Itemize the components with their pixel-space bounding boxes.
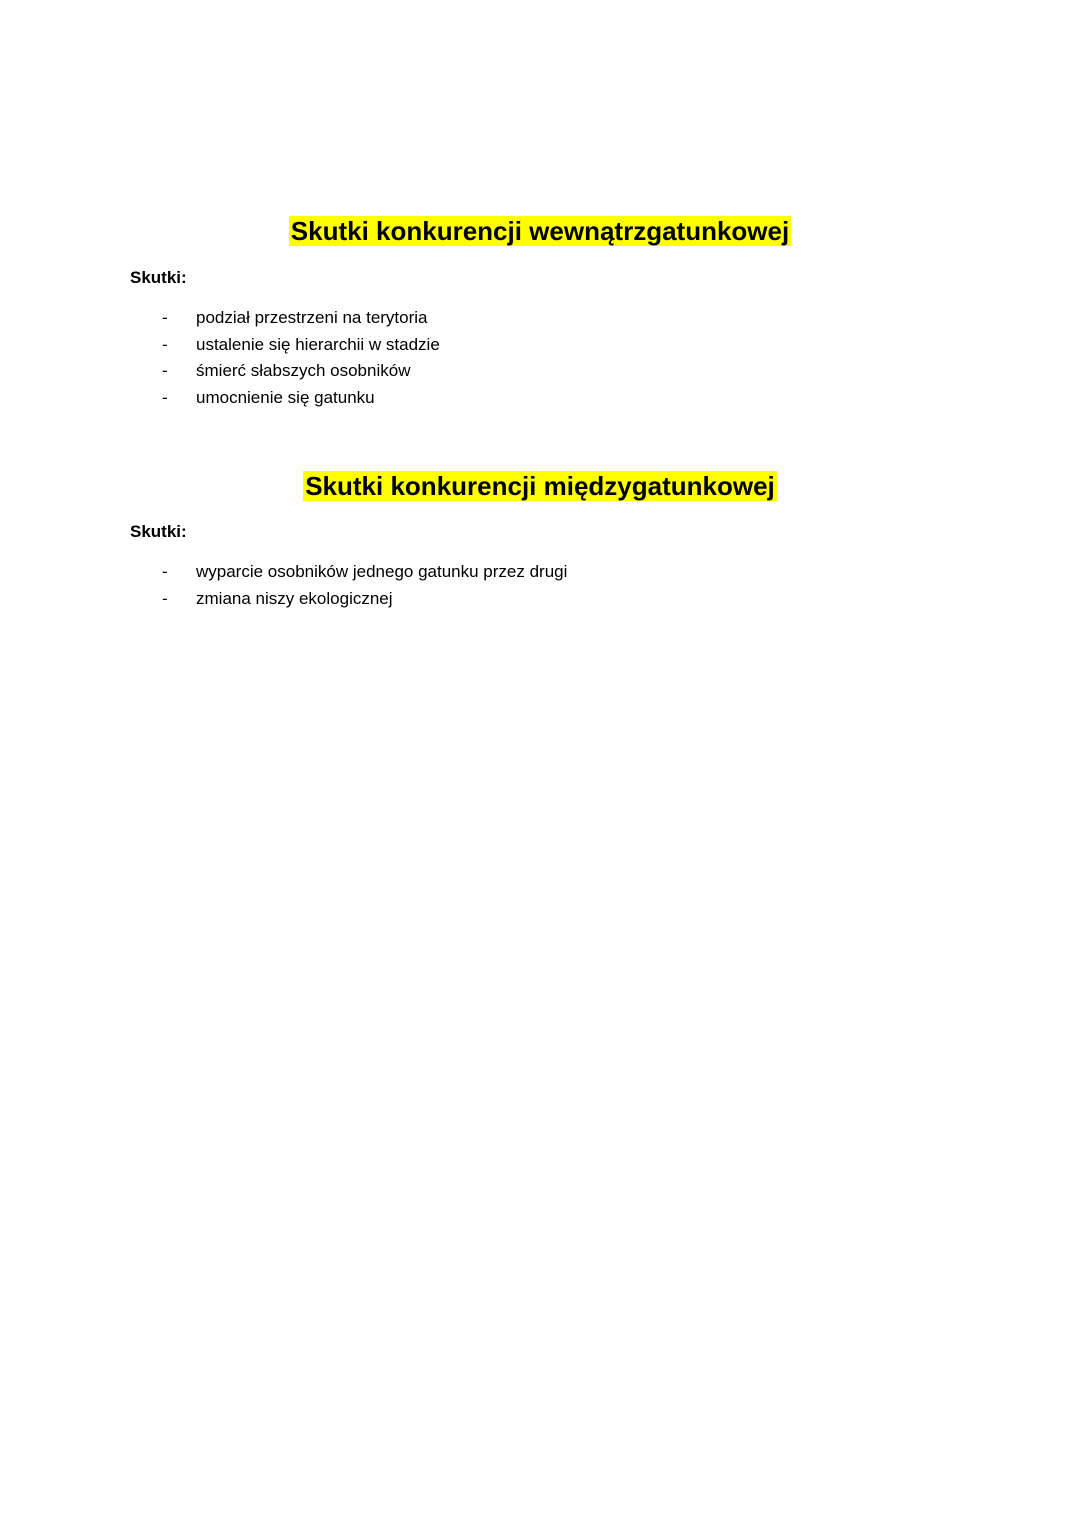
list-item-text: ustalenie się hierarchii w stadzie bbox=[196, 334, 440, 354]
bullet-dash: - bbox=[162, 308, 168, 327]
list-item-text: śmierć słabszych osobników bbox=[196, 361, 411, 380]
heading-highlight: Skutki konkurencji wewnątrzgatunkowej bbox=[290, 216, 790, 246]
section-label-intraspecific: Skutki: bbox=[130, 268, 187, 287]
section-label-interspecific: Skutki: bbox=[130, 522, 187, 541]
heading-highlight: Skutki konkurencji międzygatunkowej bbox=[305, 471, 775, 501]
list-item-text: wyparcie osobników jednego gatunku przez drugi bbox=[196, 562, 568, 581]
bullet-dash: - bbox=[162, 387, 168, 407]
list-item-text: podział przestrzeni na terytoria bbox=[196, 308, 428, 327]
section-heading-intraspecific bbox=[0, 214, 1080, 248]
bullet-dash: - bbox=[162, 334, 168, 354]
list-item-text: umocnienie się gatunku bbox=[196, 387, 375, 407]
section-heading-interspecific bbox=[0, 469, 1080, 503]
bullet-dash: - bbox=[162, 562, 168, 581]
list-item-text: zmiana niszy ekologicznej bbox=[196, 588, 393, 608]
bullet-dash: - bbox=[162, 588, 168, 608]
bullet-dash: - bbox=[162, 361, 168, 380]
